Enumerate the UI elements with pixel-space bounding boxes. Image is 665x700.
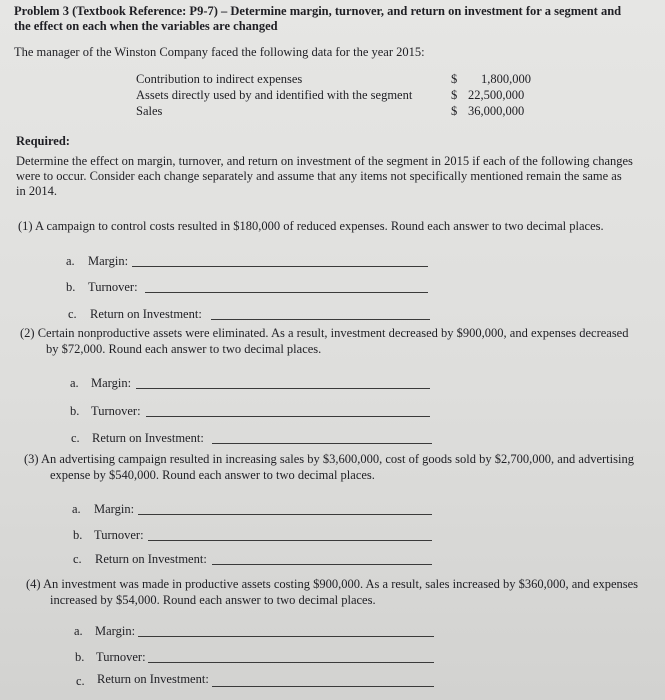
margin-label: Margin:	[95, 624, 136, 638]
data-row-amount: 22,500,000	[468, 88, 525, 102]
data-row-currency: $	[451, 88, 458, 102]
turnover-answer-line[interactable]	[145, 292, 428, 293]
required-text-line3: in 2014.	[16, 184, 57, 198]
turnover-label: Turnover:	[91, 404, 141, 418]
data-row-amount: 36,000,000	[468, 104, 525, 118]
roi-answer-line[interactable]	[211, 319, 430, 320]
turnover-label: Turnover:	[88, 280, 138, 294]
problem-intro: The manager of the Winston Company faced the following data for the year 2015:	[14, 45, 425, 59]
roi-label: Return on Investment:	[90, 307, 202, 321]
data-row-currency: $	[451, 104, 458, 118]
data-row-label: Assets directly used by and identified with the segment	[136, 88, 413, 102]
required-heading: Required:	[16, 134, 70, 148]
item-letter: a.	[74, 624, 83, 638]
question-4-text-line1: (4) An investment was made in productive assets costing $900,000. As a result, sales increased by $360,000, and expenses	[26, 577, 639, 591]
question-3-text-line2: expense by $540,000. Round each answer to two decimal places.	[50, 468, 375, 482]
turnover-label: Turnover:	[94, 528, 144, 542]
data-row-label: Sales	[136, 104, 163, 118]
item-letter: b.	[75, 650, 85, 664]
turnover-label: Turnover:	[96, 650, 146, 664]
question-2-text-line1: (2) Certain nonproductive assets were eliminated. As a result, investment decreased by $900,000, and expenses decreased	[20, 326, 629, 340]
item-letter: c.	[73, 552, 82, 566]
turnover-answer-line[interactable]	[148, 662, 434, 663]
item-letter: c.	[71, 431, 80, 445]
question-3-text-line1: (3) An advertising campaign resulted in increasing sales by $3,600,000, cost of goods sold by $2,700,000, and advertising	[24, 452, 634, 466]
required-text-line2: were to occur. Consider each change separately and assume that any items not specifically mentioned remain the same as	[16, 169, 622, 183]
roi-label: Return on Investment:	[92, 431, 204, 445]
roi-label: Return on Investment:	[95, 552, 207, 566]
roi-label: Return on Investment:	[97, 672, 209, 686]
data-row-amount: 1,800,000	[481, 72, 531, 86]
problem-title-line1: Problem 3 (Textbook Reference: P9-7) – Determine margin, turnover, and return on investment for a segment and	[14, 4, 622, 18]
margin-label: Margin:	[94, 502, 135, 516]
margin-answer-line[interactable]	[136, 388, 430, 389]
required-text-line1: Determine the effect on margin, turnover, and return on investment of the segment in 2015 if each of the following changes	[16, 154, 633, 168]
item-letter: b.	[66, 280, 76, 294]
item-letter: a.	[70, 376, 79, 390]
roi-answer-line[interactable]	[212, 564, 432, 565]
question-1-text: (1) A campaign to control costs resulted in $180,000 of reduced expenses. Round each answer to two decimal places.	[18, 219, 604, 233]
item-letter: a.	[72, 502, 81, 516]
question-4-text-line2: increased by $54,000. Round each answer to two decimal places.	[50, 593, 376, 607]
margin-answer-line[interactable]	[138, 636, 434, 637]
margin-answer-line[interactable]	[138, 514, 432, 515]
roi-answer-line[interactable]	[212, 443, 432, 444]
margin-label: Margin:	[91, 376, 132, 390]
data-row-label: Contribution to indirect expenses	[136, 72, 303, 86]
question-2-text-line2: by $72,000. Round each answer to two decimal places.	[46, 342, 322, 356]
item-letter: b.	[73, 528, 83, 542]
turnover-answer-line[interactable]	[146, 416, 430, 417]
item-letter: c.	[76, 674, 85, 688]
item-letter: c.	[68, 307, 77, 321]
item-letter: b.	[70, 404, 80, 418]
turnover-answer-line[interactable]	[148, 540, 432, 541]
data-row-currency: $	[451, 72, 458, 86]
margin-answer-line[interactable]	[132, 266, 428, 267]
problem-title-line2: the effect on each when the variables are changed	[14, 19, 278, 33]
roi-answer-line[interactable]	[212, 686, 434, 687]
item-letter: a.	[66, 254, 75, 268]
margin-label: Margin:	[88, 254, 129, 268]
